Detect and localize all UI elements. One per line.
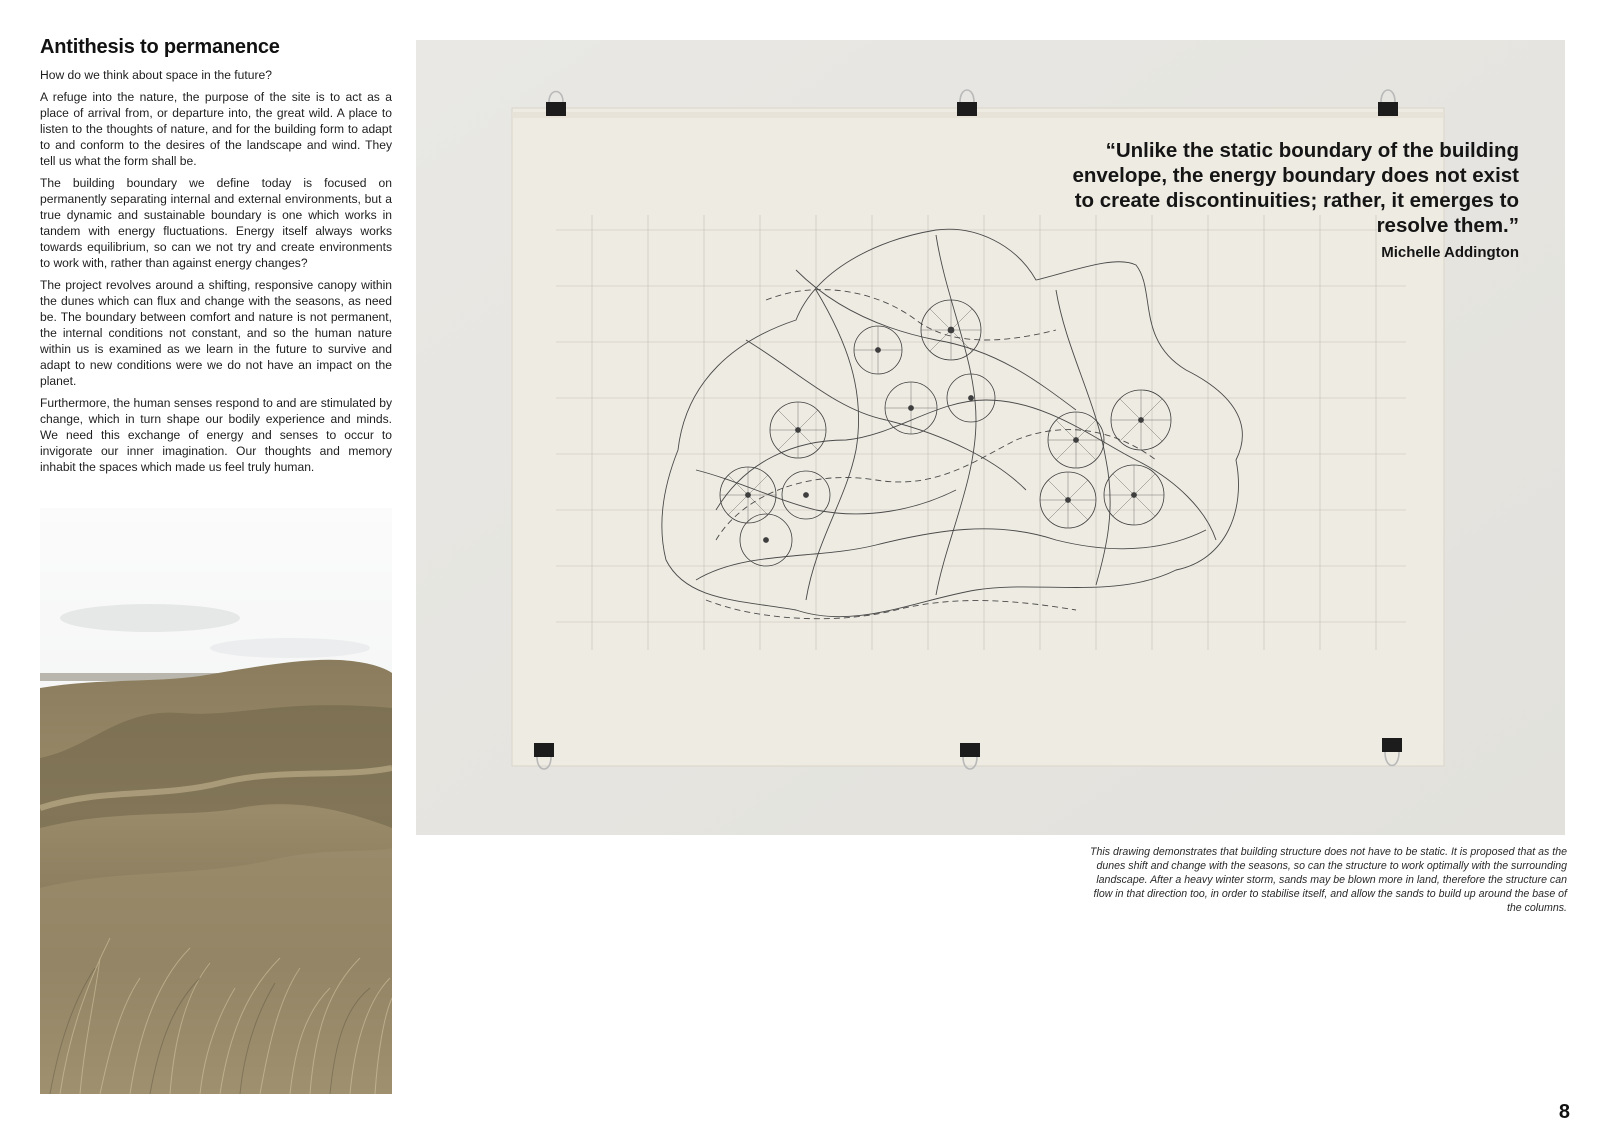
article-column [40, 36, 392, 481]
drawing-caption: This drawing demonstrates that building structure does not have to be static. It is proposed that as the dunes shift and change with the seasons, so can the structure to work optimally with the surrounding landscape. After a heavy winter storm, sands may be blown more in land, therefore the structure can flow in that direction too, in order to stabilise itself, and allow the sands to build up around the base of the columns. [1090, 846, 1567, 914]
paragraph-1: A refuge into the nature, the purpose of the site is to act as a place of arrival from, or departure into, the great wild. A place to listen to the thoughts of nature, and for the building form to adapt to and conform to the desires of the landscape and wind. They tell us what the form shall be. [40, 90, 392, 168]
drawing-photo [416, 40, 1565, 835]
intro-text: How do we think about space in the future? [40, 68, 272, 82]
paragraph-3: The project revolves around a shifting, responsive canopy within the dunes which can flux and change with the seasons, as need be. The boundary between comfort and nature is not permanent, the internal conditions not constant, and so the human nature within us is examined as we learn in the future to survive and adapt to new conditions were we do not have an impact on the planet. [40, 278, 392, 388]
page-number: 8 [1558, 1101, 1570, 1123]
dune-photo [40, 508, 392, 1094]
pull-quote [1059, 138, 1519, 261]
quote-text: “Unlike the static boundary of the building envelope, the energy boundary does not exist to create discontinuities; rather, it emerges to resolve them.” [1072, 139, 1519, 237]
page-title: Antithesis to permanence [40, 36, 280, 58]
paragraph-4: Furthermore, the human senses respond to and are stimulated by change, which in turn shape our bodily experience and minds. We need this exchange of energy and senses to occur to invigorate our inner imagination. Our thoughts and memory inhabit the spaces which made us feel truly human. [40, 396, 392, 474]
quote-author: Michelle Addington [1381, 244, 1519, 261]
paragraph-2: The building boundary we define today is focused on permanently separating internal and external environments, but a true dynamic and sustainable boundary is one which works in tandem with energy fluctuations. Energy itself always works towards equilibrium, so can we not try and create environments to work with, rather than against energy changes? [40, 176, 392, 270]
